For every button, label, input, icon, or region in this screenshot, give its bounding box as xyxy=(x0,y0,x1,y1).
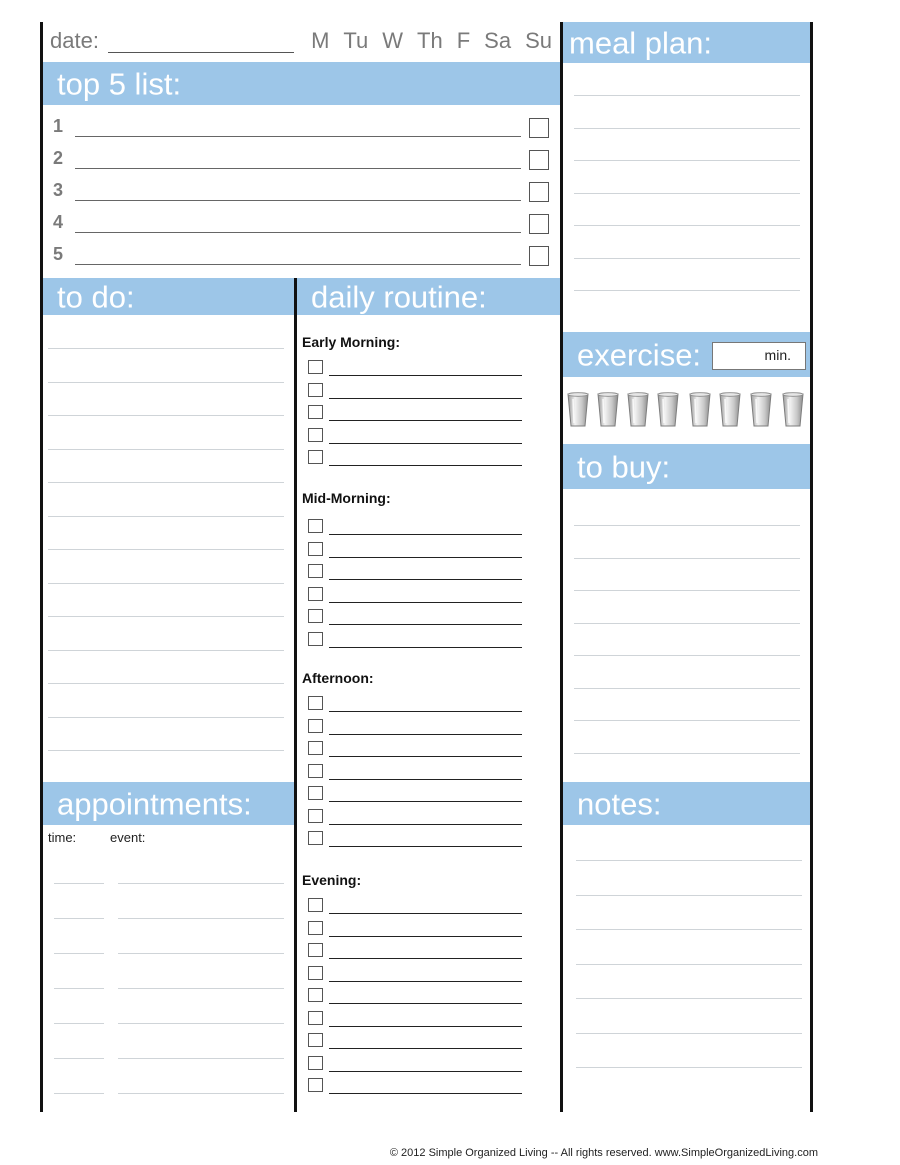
to-buy-line[interactable] xyxy=(574,623,800,624)
appointment-event-line[interactable] xyxy=(118,953,284,954)
routine-checkbox[interactable] xyxy=(308,564,323,578)
day-friday[interactable]: F xyxy=(456,28,471,53)
to-buy-line[interactable] xyxy=(574,525,800,526)
meal-plan-line[interactable] xyxy=(574,128,800,129)
routine-checkbox[interactable] xyxy=(308,719,323,733)
appointment-time-line[interactable] xyxy=(54,1093,104,1094)
appointment-time-line[interactable] xyxy=(54,988,104,989)
to-buy-line[interactable] xyxy=(574,558,800,559)
water-glass-icon[interactable] xyxy=(627,392,649,428)
top5-number: 3 xyxy=(53,180,64,200)
top5-checkbox[interactable] xyxy=(529,246,549,266)
notes-line[interactable] xyxy=(576,1033,802,1034)
to-buy-line[interactable] xyxy=(574,688,800,689)
day-monday[interactable]: M xyxy=(311,28,330,53)
routine-checkbox[interactable] xyxy=(308,632,323,646)
todo-line[interactable] xyxy=(48,415,284,416)
routine-line[interactable] xyxy=(329,981,522,982)
todo-line[interactable] xyxy=(48,549,284,550)
routine-line[interactable] xyxy=(329,936,522,937)
meal-plan-line[interactable] xyxy=(574,258,800,259)
todo-header xyxy=(43,278,294,315)
routine-line[interactable] xyxy=(329,913,522,914)
evening-label: Evening: xyxy=(302,872,362,888)
top5-line[interactable] xyxy=(75,232,521,233)
daily-routine-title: daily routine: xyxy=(311,279,487,314)
top5-checkbox[interactable] xyxy=(529,118,549,138)
top5-checkbox[interactable] xyxy=(529,150,549,170)
todo-line[interactable] xyxy=(48,750,284,751)
copyright-footer: © 2012 Simple Organized Living -- All rights reserved. www.SimpleOrganizedLiving.com xyxy=(389,1147,818,1159)
routine-checkbox[interactable] xyxy=(308,1011,323,1025)
routine-checkbox[interactable] xyxy=(308,383,323,397)
appointment-time-line[interactable] xyxy=(54,1058,104,1059)
appointment-event-line[interactable] xyxy=(118,988,284,989)
todo-line[interactable] xyxy=(48,516,284,517)
daily-routine-header xyxy=(297,278,560,315)
meal-plan-line[interactable] xyxy=(574,225,800,226)
to-buy-line[interactable] xyxy=(574,655,800,656)
top5-line[interactable] xyxy=(75,136,521,137)
todo-line[interactable] xyxy=(48,650,284,651)
routine-line[interactable] xyxy=(329,824,522,825)
routine-line[interactable] xyxy=(329,734,522,735)
to-buy-line[interactable] xyxy=(574,753,800,754)
appointments-title: appointments: xyxy=(57,786,252,821)
appointment-time-line[interactable] xyxy=(54,1023,104,1024)
routine-line[interactable] xyxy=(329,602,522,603)
routine-checkbox[interactable] xyxy=(308,609,323,623)
meal-plan-title: meal plan: xyxy=(569,25,713,60)
day-saturday[interactable]: Sa xyxy=(484,28,512,53)
date-field[interactable] xyxy=(108,52,294,53)
routine-line[interactable] xyxy=(329,1026,522,1027)
appointment-time-line[interactable] xyxy=(54,883,104,884)
routine-line[interactable] xyxy=(329,1003,522,1004)
water-glass-icon[interactable] xyxy=(689,392,711,428)
routine-line[interactable] xyxy=(329,375,522,376)
middle-divider xyxy=(294,278,297,1112)
notes-header xyxy=(563,782,810,825)
to-buy-line[interactable] xyxy=(574,720,800,721)
exercise-minutes-field[interactable]: min. xyxy=(712,342,806,370)
notes-line[interactable] xyxy=(576,929,802,930)
routine-line[interactable] xyxy=(329,579,522,580)
top5-title: top 5 list: xyxy=(57,66,182,101)
routine-checkbox[interactable] xyxy=(308,450,323,464)
routine-line[interactable] xyxy=(329,846,522,847)
appointment-event-line[interactable] xyxy=(118,1058,284,1059)
todo-line[interactable] xyxy=(48,616,284,617)
notes-title: notes: xyxy=(577,786,662,821)
top5-number: 2 xyxy=(53,148,64,168)
to-buy-line[interactable] xyxy=(574,590,800,591)
routine-line[interactable] xyxy=(329,779,522,780)
routine-checkbox[interactable] xyxy=(308,966,323,980)
date-label: date: xyxy=(50,28,99,53)
routine-line[interactable] xyxy=(329,711,522,712)
routine-checkbox[interactable] xyxy=(308,898,323,912)
day-wednesday[interactable]: W xyxy=(382,28,404,53)
top5-number: 1 xyxy=(53,116,64,136)
weekday-selector xyxy=(311,28,552,54)
routine-line[interactable] xyxy=(329,398,522,399)
routine-line[interactable] xyxy=(329,1071,522,1072)
routine-checkbox[interactable] xyxy=(308,943,323,957)
appointment-time-line[interactable] xyxy=(54,918,104,919)
routine-line[interactable] xyxy=(329,624,522,625)
day-sunday[interactable]: Su xyxy=(525,28,552,53)
left-border xyxy=(40,22,43,1112)
water-glass-icon[interactable] xyxy=(567,392,589,428)
top5-line[interactable] xyxy=(75,264,521,265)
todo-title: to do: xyxy=(57,279,135,314)
top5-checkbox[interactable] xyxy=(529,214,549,234)
appointments-header xyxy=(43,782,294,825)
routine-checkbox[interactable] xyxy=(308,786,323,800)
routine-checkbox[interactable] xyxy=(308,519,323,533)
todo-line[interactable] xyxy=(48,348,284,349)
water-glass-icon[interactable] xyxy=(719,392,741,428)
to-buy-header xyxy=(563,444,810,489)
routine-line[interactable] xyxy=(329,958,522,959)
right-column-divider xyxy=(560,22,563,1112)
afternoon-label: Afternoon: xyxy=(302,670,374,686)
notes-line[interactable] xyxy=(576,998,802,999)
todo-line[interactable] xyxy=(48,382,284,383)
exercise-title: exercise: xyxy=(577,337,702,372)
routine-checkbox[interactable] xyxy=(308,360,323,374)
todo-line[interactable] xyxy=(48,449,284,450)
right-border xyxy=(810,22,813,1112)
notes-line[interactable] xyxy=(576,1067,802,1068)
routine-checkbox[interactable] xyxy=(308,542,323,556)
top5-header xyxy=(43,62,560,105)
day-tuesday[interactable]: Tu xyxy=(343,28,369,53)
top5-number: 4 xyxy=(53,212,64,232)
notes-line[interactable] xyxy=(576,964,802,965)
routine-checkbox[interactable] xyxy=(308,405,323,419)
appointments-time-header: time: xyxy=(48,830,77,845)
todo-line[interactable] xyxy=(48,583,284,584)
top5-line[interactable] xyxy=(75,168,521,169)
routine-line[interactable] xyxy=(329,801,522,802)
water-glass-icon[interactable] xyxy=(782,392,804,428)
routine-line[interactable] xyxy=(329,557,522,558)
routine-checkbox[interactable] xyxy=(308,921,323,935)
mid-morning-label: Mid-Morning: xyxy=(302,490,391,506)
appointments-event-header: event: xyxy=(110,830,146,845)
routine-line[interactable] xyxy=(329,534,522,535)
top5-checkbox[interactable] xyxy=(529,182,549,202)
routine-line[interactable] xyxy=(329,443,522,444)
appointment-event-line[interactable] xyxy=(118,918,284,919)
to-buy-title: to buy: xyxy=(577,449,671,484)
todo-line[interactable] xyxy=(48,717,284,718)
top5-line[interactable] xyxy=(75,200,521,201)
appointment-event-line[interactable] xyxy=(118,1093,284,1094)
appointment-event-line[interactable] xyxy=(118,883,284,884)
top5-number: 5 xyxy=(53,244,64,264)
routine-checkbox[interactable] xyxy=(308,1078,323,1092)
todo-line[interactable] xyxy=(48,482,284,483)
early-morning-label: Early Morning: xyxy=(302,334,401,350)
routine-line[interactable] xyxy=(329,756,522,757)
meal-plan-line[interactable] xyxy=(574,95,800,96)
routine-line[interactable] xyxy=(329,647,522,648)
routine-line[interactable] xyxy=(329,1093,522,1094)
routine-line[interactable] xyxy=(329,420,522,421)
meal-plan-line[interactable] xyxy=(574,290,800,291)
routine-checkbox[interactable] xyxy=(308,587,323,601)
routine-line[interactable] xyxy=(329,1048,522,1049)
routine-checkbox[interactable] xyxy=(308,809,323,823)
notes-line[interactable] xyxy=(576,860,802,861)
water-glass-icon[interactable] xyxy=(750,392,772,428)
routine-checkbox[interactable] xyxy=(308,741,323,755)
meal-plan-line[interactable] xyxy=(574,160,800,161)
routine-checkbox[interactable] xyxy=(308,1033,323,1047)
todo-line[interactable] xyxy=(48,683,284,684)
routine-line[interactable] xyxy=(329,465,522,466)
routine-checkbox[interactable] xyxy=(308,1056,323,1070)
water-glass-icon[interactable] xyxy=(597,392,619,428)
water-glass-icon[interactable] xyxy=(657,392,679,428)
day-thursday[interactable]: Th xyxy=(417,28,443,53)
appointment-time-line[interactable] xyxy=(54,953,104,954)
routine-checkbox[interactable] xyxy=(308,988,323,1002)
appointment-event-line[interactable] xyxy=(118,1023,284,1024)
routine-checkbox[interactable] xyxy=(308,428,323,442)
meal-plan-line[interactable] xyxy=(574,193,800,194)
routine-checkbox[interactable] xyxy=(308,831,323,845)
meal-plan-header xyxy=(563,22,810,63)
routine-checkbox[interactable] xyxy=(308,696,323,710)
notes-line[interactable] xyxy=(576,895,802,896)
routine-checkbox[interactable] xyxy=(308,764,323,778)
